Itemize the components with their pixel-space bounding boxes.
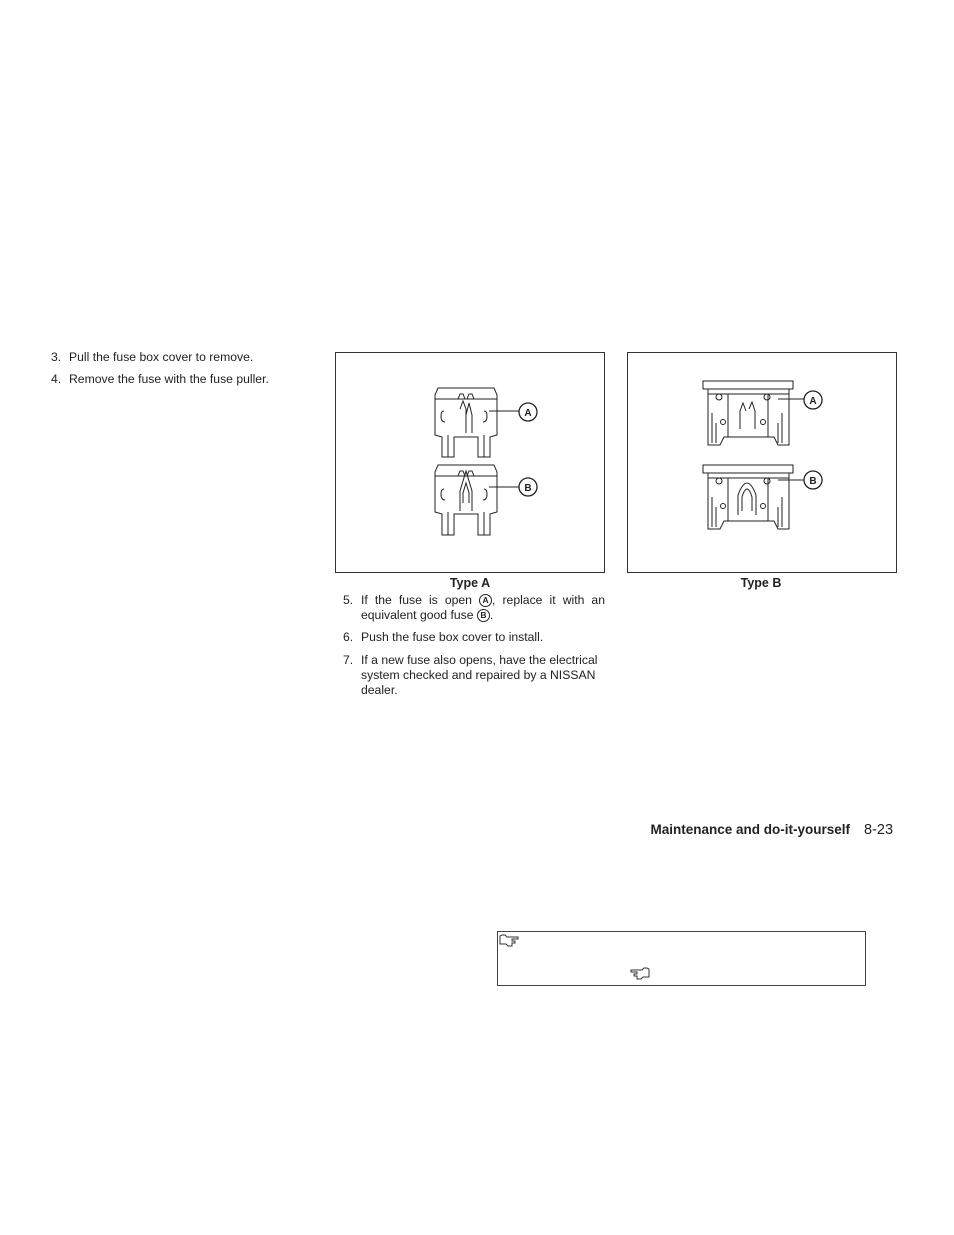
- figure-caption-type-b: Type B: [740, 576, 782, 590]
- label-b-callout: [804, 471, 822, 489]
- fuse-good-drawing: [703, 465, 793, 529]
- step-7: [343, 653, 605, 699]
- step-3: [51, 350, 311, 366]
- step-5: [343, 593, 605, 625]
- step-text-part: , replace it with an equivalent good fuse: [361, 593, 605, 622]
- step-text: Push the fuse box cover to install.: [361, 630, 544, 644]
- step-number: 4.: [51, 372, 62, 386]
- callout-a-text: A: [809, 396, 817, 407]
- fuse-good-drawing: [435, 465, 497, 535]
- fuse-type-b-illustration: [628, 353, 896, 572]
- step-number: 6.: [343, 630, 354, 644]
- step-text: [361, 593, 605, 623]
- step-6: [343, 630, 605, 646]
- footer-page-number: 8-23: [864, 822, 894, 838]
- callout-b-text: B: [809, 476, 817, 487]
- label-b-callout: [519, 478, 537, 496]
- fuse-type-a-illustration: [336, 353, 604, 572]
- figure-type-b: [627, 352, 897, 573]
- step-4: [51, 372, 311, 388]
- pointing-hand-icon: [499, 933, 519, 947]
- figure-type-a: [335, 352, 605, 573]
- callout-a-text: A: [524, 408, 532, 419]
- label-b-marker: B: [477, 609, 490, 622]
- step-number: 3.: [51, 350, 62, 364]
- figure-caption-type-a: Type A: [449, 576, 491, 590]
- label-a-callout: [804, 391, 822, 409]
- step-text: If a new fuse also opens, have the electrical system checked and repaired by a NISSAN dealer.: [361, 653, 598, 697]
- fuse-blown-drawing: [435, 388, 497, 457]
- step-text: Pull the fuse box cover to remove.: [69, 350, 254, 364]
- step-text: Remove the fuse with the fuse puller.: [69, 372, 269, 386]
- callout-b-text: B: [524, 483, 532, 494]
- label-a-marker: A: [479, 594, 492, 607]
- fuse-blown-drawing: [703, 381, 793, 445]
- step-number: 7.: [343, 653, 354, 667]
- note-box: [497, 931, 866, 986]
- step-text-part: If the fuse is open: [361, 593, 472, 607]
- pointing-hand-icon: [630, 966, 650, 980]
- label-a-callout: [519, 403, 537, 421]
- step-text-part: .: [489, 608, 494, 622]
- footer-section-title: Maintenance and do-it-yourself: [650, 822, 850, 837]
- step-number: 5.: [343, 593, 354, 607]
